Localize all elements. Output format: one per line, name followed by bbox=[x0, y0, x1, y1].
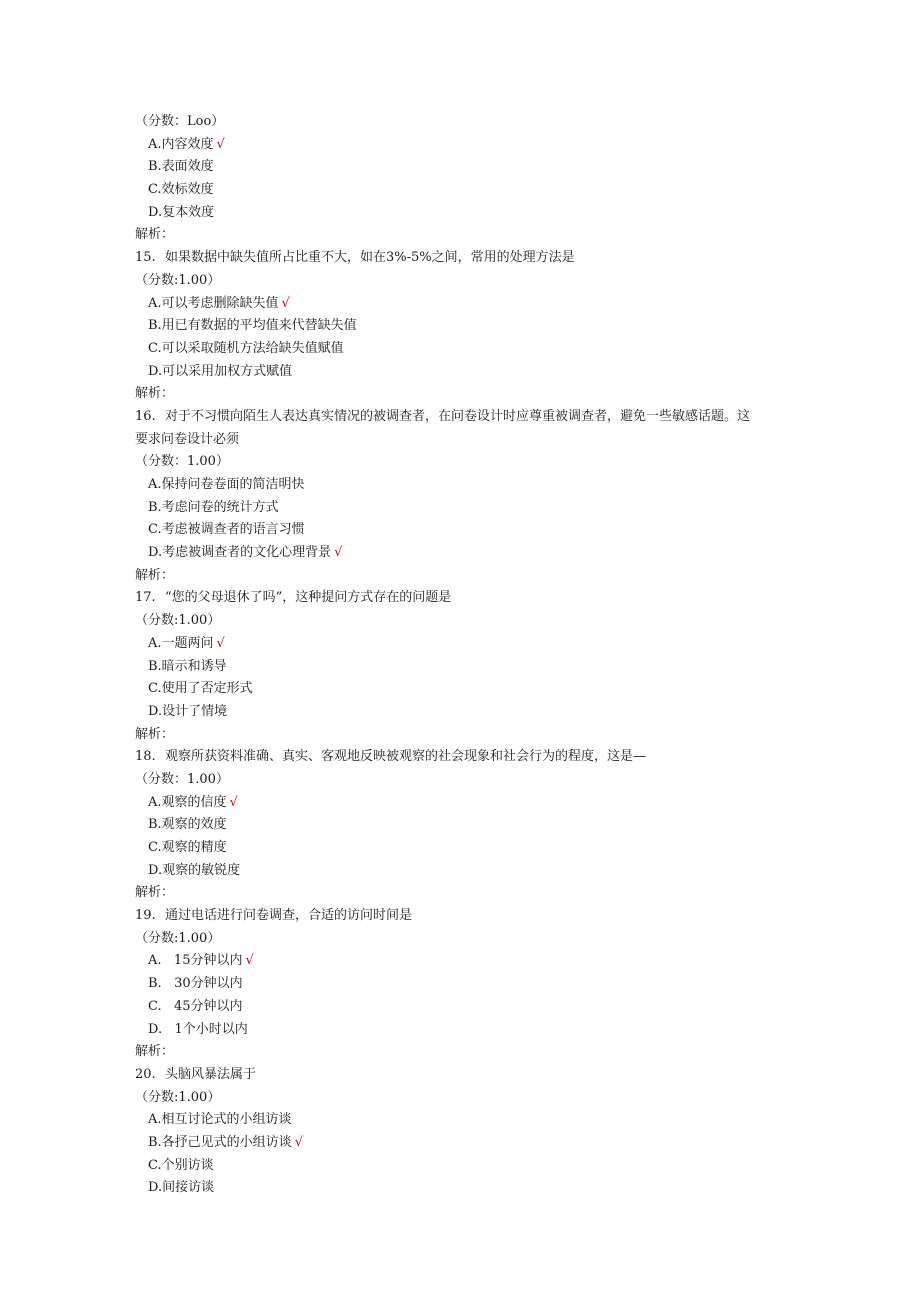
option-b: B.用已有数据的平均值来代替缺失值 bbox=[148, 318, 357, 334]
correct-check-icon: √ bbox=[334, 545, 343, 561]
score-label: （分数:1.00） bbox=[135, 930, 221, 946]
option-a: A. 15分钟以内 √ bbox=[148, 953, 254, 969]
option-c: C.观察的精度 bbox=[148, 840, 227, 856]
correct-check-icon: √ bbox=[281, 295, 290, 311]
question-stem: 16. 对于不习惯向陌生人表达真实情况的被调查者，在问卷设计时应尊重被调查者，避免一些敏感话题。这要求问卷设计必须 bbox=[135, 406, 760, 451]
correct-check-icon: √ bbox=[216, 136, 225, 152]
question-block-20 bbox=[135, 1064, 835, 1200]
question-block-19 bbox=[135, 905, 835, 1064]
question-stem: 19. 通过电话进行问卷调查，合适的访问时间是 bbox=[135, 905, 835, 928]
option-b: B.观察的效度 bbox=[148, 817, 227, 833]
score-label: （分数:1.00） bbox=[135, 272, 221, 288]
option-d: D.考虑被调查者的文化心理背景 √ bbox=[148, 545, 343, 561]
analysis-label: 解析： bbox=[135, 567, 175, 583]
question-block-18 bbox=[135, 746, 835, 905]
option-d: D.可以采用加权方式赋值 bbox=[148, 363, 293, 379]
question-number: 15. bbox=[135, 250, 156, 266]
question-number: 16. bbox=[135, 408, 156, 424]
option-b: B.考虑问卷的统计方式 bbox=[148, 499, 279, 515]
score-label: （分数：1.00） bbox=[135, 771, 229, 787]
question-stem: 15. 如果数据中缺失值所占比重不大，如在3%-5%之间，常用的处理方法是 bbox=[135, 247, 835, 270]
question-number: 19. bbox=[135, 908, 156, 924]
option-a: A.保持问卷卷面的简洁明快 bbox=[148, 477, 305, 493]
correct-check-icon: √ bbox=[294, 1134, 303, 1150]
option-a: A.相互讨论式的小组访谈 bbox=[148, 1112, 292, 1128]
correct-check-icon: √ bbox=[245, 953, 254, 969]
question-stem: 20. 头脑风暴法属于 bbox=[135, 1064, 835, 1087]
correct-check-icon: √ bbox=[216, 635, 225, 651]
exam-document bbox=[135, 111, 835, 1200]
option-b: B. 30分钟以内 bbox=[148, 976, 243, 992]
option-a: A.观察的信度 √ bbox=[148, 794, 238, 810]
option-d: D.设计了情境 bbox=[148, 703, 228, 719]
option-c: C.考虑被调查者的语言习惯 bbox=[148, 522, 305, 538]
correct-check-icon: √ bbox=[229, 794, 238, 810]
option-c: C. 45分钟以内 bbox=[148, 998, 243, 1014]
analysis-label: 解析： bbox=[135, 386, 175, 402]
score-label: （分数：Loo） bbox=[135, 114, 225, 129]
question-block-15 bbox=[135, 247, 835, 406]
option-c: C.个别访谈 bbox=[148, 1157, 214, 1173]
option-c: C.效标效度 bbox=[148, 182, 214, 198]
option-b: B.各抒己见式的小组访谈 √ bbox=[148, 1134, 303, 1150]
option-b: B.暗示和诱导 bbox=[148, 658, 227, 674]
option-a: A.内容效度 √ bbox=[148, 136, 225, 152]
option-d: D.复本效度 bbox=[148, 204, 215, 220]
question-number: 17. bbox=[135, 590, 156, 606]
option-c: C.可以采取随机方法给缺失值赋值 bbox=[148, 340, 344, 356]
option-d: D.间接访谈 bbox=[148, 1180, 215, 1196]
option-c: C.使用了否定形式 bbox=[148, 681, 253, 697]
analysis-label: 解析： bbox=[135, 1044, 175, 1060]
question-number: 20. bbox=[135, 1066, 156, 1082]
score-label: （分数：1.00） bbox=[135, 454, 229, 470]
question-stem: 18. 观察所获资料准确、真实、客观地反映被观察的社会现象和社会行为的程度，这是— bbox=[135, 746, 835, 769]
option-d: D.观察的敏锐度 bbox=[148, 862, 241, 878]
question-number: 18. bbox=[135, 749, 156, 765]
option-b: B.表面效度 bbox=[148, 159, 214, 175]
score-label: （分数:1.00） bbox=[135, 613, 221, 629]
option-d: D. 1个小时以内 bbox=[148, 1021, 248, 1037]
question-block-14 bbox=[135, 111, 835, 247]
question-block-16 bbox=[135, 406, 835, 588]
analysis-label: 解析： bbox=[135, 885, 175, 901]
question-stem: 17. “您的父母退休了吗”，这种提问方式存在的问题是 bbox=[135, 587, 835, 610]
analysis-label: 解析： bbox=[135, 227, 175, 243]
option-a: A.一题两问 √ bbox=[148, 635, 225, 651]
score-label: （分数:1.00） bbox=[135, 1089, 221, 1105]
question-block-17 bbox=[135, 587, 835, 746]
option-a: A.可以考虑删除缺失值 √ bbox=[148, 295, 290, 311]
analysis-label: 解析： bbox=[135, 726, 175, 742]
